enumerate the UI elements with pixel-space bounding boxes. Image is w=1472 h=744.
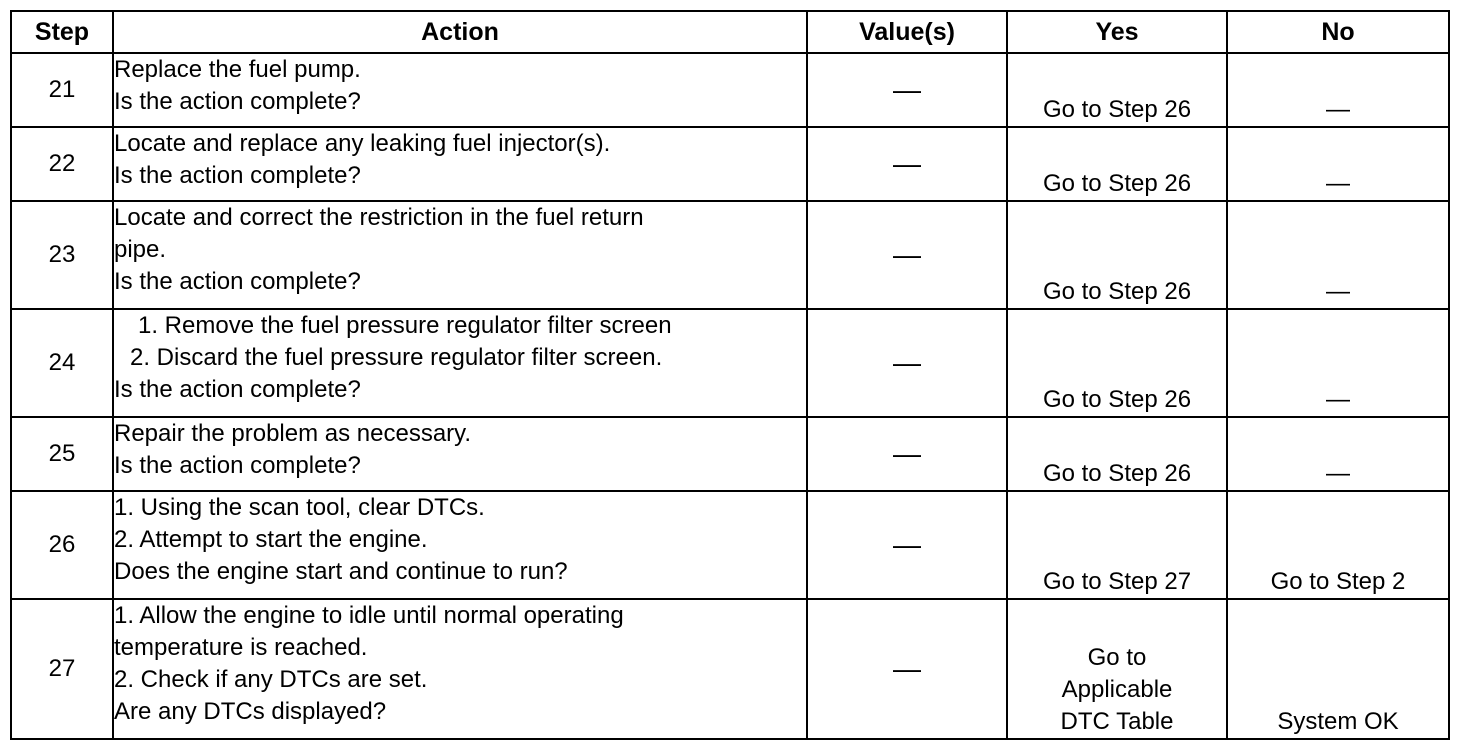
yes-line: DTC Table (1060, 708, 1174, 735)
header-values: Value(s) (807, 11, 1007, 53)
action-line: Is the action complete? (114, 88, 361, 115)
value-cell: — (807, 417, 1007, 491)
value-cell: — (807, 127, 1007, 201)
table-row (11, 53, 1449, 127)
step-number: 23 (11, 201, 113, 309)
action-line: 1. Allow the engine to idle until normal operating (114, 602, 624, 629)
header-step: Step (11, 11, 113, 53)
action-line: Are any DTCs displayed? (114, 698, 387, 725)
action-line: Is the action complete? (114, 376, 361, 403)
action-line: Repair the problem as necessary. (114, 420, 472, 447)
step-number: 26 (11, 491, 113, 599)
action-cell (113, 127, 807, 201)
action-line: Locate and replace any leaking fuel injector(s). (114, 130, 611, 157)
diagnostic-table (10, 10, 1450, 740)
no-cell: — (1227, 417, 1449, 491)
yes-cell (1007, 309, 1227, 417)
no-cell: — (1227, 309, 1449, 417)
yes-cell (1007, 53, 1227, 127)
yes-line: Go to Step 26 (1042, 170, 1192, 197)
action-line: Is the action complete? (114, 268, 361, 295)
yes-cell (1007, 127, 1227, 201)
step-number: 25 (11, 417, 113, 491)
step-number: 24 (11, 309, 113, 417)
action-line: 2. Discard the fuel pressure regulator filter screen. (130, 344, 663, 371)
no-cell: — (1227, 53, 1449, 127)
action-line: 1. Remove the fuel pressure regulator filter screen (138, 312, 672, 339)
table-row (11, 417, 1449, 491)
yes-line: Go to Step 27 (1042, 568, 1192, 595)
table-row (11, 127, 1449, 201)
no-cell: — (1227, 127, 1449, 201)
header-yes: Yes (1007, 11, 1227, 53)
action-line: Replace the fuel pump. (114, 56, 361, 83)
action-line: Is the action complete? (114, 162, 361, 189)
header-no: No (1227, 11, 1449, 53)
action-cell (113, 599, 807, 739)
yes-line: Go to (1087, 644, 1147, 671)
action-line: Locate and correct the restriction in the fuel return (114, 204, 644, 231)
no-cell: — (1227, 201, 1449, 309)
table-row (11, 599, 1449, 739)
table-row (11, 201, 1449, 309)
step-number: 22 (11, 127, 113, 201)
table-row (11, 491, 1449, 599)
action-line: 2. Check if any DTCs are set. (114, 666, 428, 693)
header-action: Action (113, 11, 807, 53)
yes-line: Go to Step 26 (1042, 96, 1192, 123)
action-cell (113, 53, 807, 127)
action-line: 2. Attempt to start the engine. (114, 526, 428, 553)
action-line: 1. Using the scan tool, clear DTCs. (114, 494, 485, 521)
action-line: Is the action complete? (114, 452, 361, 479)
value-cell: — (807, 309, 1007, 417)
yes-line: Applicable (1061, 676, 1173, 703)
yes-cell (1007, 599, 1227, 739)
yes-line: Go to Step 26 (1042, 460, 1192, 487)
yes-line: Go to Step 26 (1042, 278, 1192, 305)
value-cell: — (807, 599, 1007, 739)
action-cell (113, 309, 807, 417)
yes-cell (1007, 417, 1227, 491)
table-row (11, 309, 1449, 417)
action-cell (113, 417, 807, 491)
value-cell: — (807, 201, 1007, 309)
action-line: Does the engine start and continue to run? (114, 558, 568, 585)
yes-cell (1007, 491, 1227, 599)
action-line: temperature is reached. (114, 634, 368, 661)
header-row (11, 11, 1449, 53)
step-number: 27 (11, 599, 113, 739)
value-cell: — (807, 53, 1007, 127)
yes-cell (1007, 201, 1227, 309)
no-cell: System OK (1227, 599, 1449, 739)
value-cell: — (807, 491, 1007, 599)
no-cell: Go to Step 2 (1227, 491, 1449, 599)
action-cell (113, 201, 807, 309)
yes-line: Go to Step 26 (1042, 386, 1192, 413)
action-line: pipe. (114, 236, 167, 263)
step-number: 21 (11, 53, 113, 127)
action-cell (113, 491, 807, 599)
